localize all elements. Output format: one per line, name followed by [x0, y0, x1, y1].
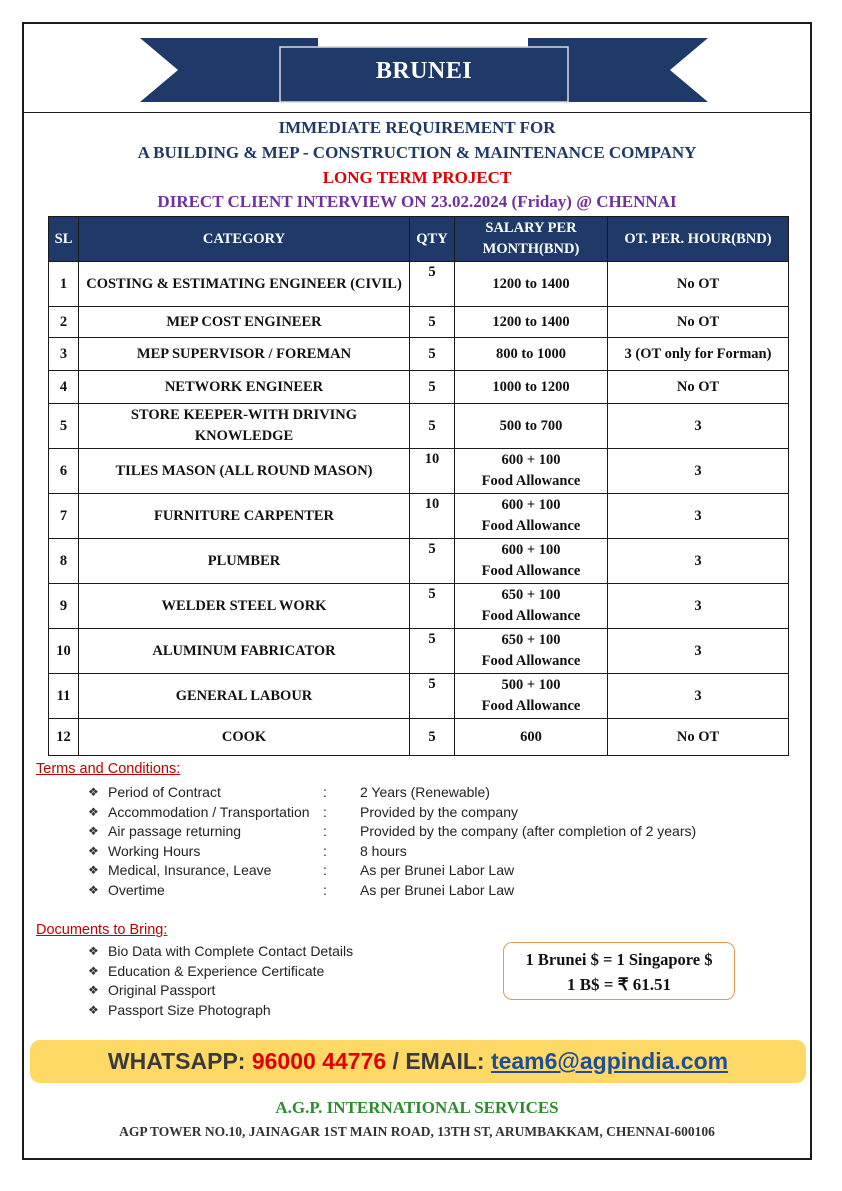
term-colon: :: [323, 803, 327, 820]
cell-salary: [455, 539, 608, 584]
table-row: [49, 584, 789, 629]
cell-salary: [455, 674, 608, 719]
cell-ot: 3: [608, 449, 789, 494]
cell-salary: [455, 449, 608, 494]
cell-qty: 5: [410, 629, 455, 674]
table-row: [49, 674, 789, 719]
email-label: EMAIL:: [405, 1048, 491, 1074]
header-qty: QTY: [410, 217, 455, 262]
cell-qty: 5: [410, 371, 455, 404]
salary-amount: 1200 to 1400: [492, 275, 570, 292]
salary-amount: 600 + 100: [501, 497, 561, 513]
diamond-bullet-icon: ❖: [88, 1002, 99, 1017]
term-value: Provided by the company (after completion of 2 years): [360, 823, 697, 840]
table-row: [49, 449, 789, 494]
cell-category: GENERAL LABOUR: [79, 674, 410, 719]
cell-ot: 3: [608, 674, 789, 719]
cell-category: ALUMINUM FABRICATOR: [79, 629, 410, 674]
heading-interview: DIRECT CLIENT INTERVIEW ON 23.02.2024 (Friday) @ CHENNAI: [157, 192, 677, 211]
cell-sl: 3: [49, 338, 79, 371]
banner-ribbon: [0, 0, 842, 112]
diamond-bullet-icon: ❖: [88, 863, 99, 878]
cell-salary: [455, 307, 608, 338]
cell-ot: 3: [608, 494, 789, 539]
cell-ot: No OT: [608, 307, 789, 338]
cell-category: COSTING & ESTIMATING ENGINEER (CIVIL): [79, 262, 410, 307]
heading-immediate-requirement: IMMEDIATE REQUIREMENT FOR: [278, 118, 556, 137]
cell-qty: 5: [410, 674, 455, 719]
salary-amount: 1200 to 1400: [492, 313, 570, 330]
term-label: Air passage returning: [108, 823, 242, 840]
term-colon: :: [323, 784, 327, 800]
table-header-row: [49, 217, 789, 262]
table-row: [49, 371, 789, 404]
cell-salary: [455, 404, 608, 449]
cell-salary: [455, 262, 608, 307]
whatsapp-number[interactable]: 96000 44776: [251, 1048, 387, 1074]
cell-category: WELDER STEEL WORK: [79, 584, 410, 629]
salary-amount: 500 to 700: [499, 417, 563, 434]
cell-qty: 5: [410, 539, 455, 584]
salary-amount: 650 + 100: [501, 632, 561, 648]
cell-qty: 5: [410, 404, 455, 449]
company-name: A.G.P. INTERNATIONAL SERVICES: [275, 1098, 559, 1117]
cell-category: MEP SUPERVISOR / FOREMAN: [79, 338, 410, 371]
cell-category: COOK: [79, 719, 410, 756]
cell-sl: 6: [49, 449, 79, 494]
cell-salary: [455, 719, 608, 756]
header-ot: OT. PER. HOUR(BND): [608, 217, 789, 262]
term-label: Accommodation / Transportation: [108, 803, 310, 820]
cell-salary: [455, 494, 608, 539]
heading-long-term: LONG TERM PROJECT: [322, 168, 512, 187]
term-value: As per Brunei Labor Law: [360, 862, 515, 879]
salary-note: Food Allowance: [481, 518, 581, 534]
term-colon: :: [323, 882, 327, 898]
table-row: [49, 494, 789, 539]
diamond-bullet-icon: ❖: [88, 983, 99, 998]
exchange-line-2: 1 B$ = ₹ 61.51: [566, 975, 672, 994]
header-divider: [22, 112, 812, 113]
document-item: Bio Data with Complete Contact Details: [108, 943, 354, 959]
salary-amount: 600: [520, 728, 542, 745]
cell-sl: 1: [49, 262, 79, 307]
email-link[interactable]: team6@agpindia.com: [490, 1048, 729, 1074]
salary-note: Food Allowance: [481, 653, 581, 669]
contact-band: [30, 1040, 806, 1083]
cell-qty: 5: [410, 307, 455, 338]
salary-note: Food Allowance: [481, 608, 581, 624]
cell-category: PLUMBER: [79, 539, 410, 584]
diamond-bullet-icon: ❖: [88, 804, 99, 819]
cell-sl: 9: [49, 584, 79, 629]
cell-ot: 3: [608, 584, 789, 629]
term-colon: :: [323, 862, 327, 879]
cell-salary: [455, 584, 608, 629]
document-item: Passport Size Photograph: [108, 1001, 271, 1018]
cell-sl: 4: [49, 371, 79, 404]
terms-title: Terms and Conditions:: [36, 761, 181, 777]
company-address: AGP TOWER NO.10, JAINAGAR 1ST MAIN ROAD, 13TH ST, ARUMBAKKAM, CHENNAI-600106: [119, 1124, 715, 1139]
term-colon: :: [323, 842, 327, 859]
diamond-bullet-icon: ❖: [88, 785, 99, 799]
cell-ot: 3 (OT only for Forman): [608, 338, 789, 371]
header-sl: SL: [49, 217, 79, 262]
exchange-rate-box: [503, 942, 735, 1000]
banner-title: BRUNEI: [375, 58, 473, 84]
diamond-bullet-icon: ❖: [88, 824, 99, 839]
table-row: [49, 404, 789, 449]
term-label: Working Hours: [108, 842, 201, 859]
cell-category: TILES MASON (ALL ROUND MASON): [79, 449, 410, 494]
heading-company-type: A BUILDING & MEP - CONSTRUCTION & MAINTENANCE COMPANY: [137, 143, 697, 162]
term-value: 2 Years (Renewable): [360, 784, 490, 800]
cell-category: NETWORK ENGINEER: [79, 371, 410, 404]
salary-amount: 1000 to 1200: [492, 378, 570, 395]
cell-sl: 12: [49, 719, 79, 756]
cell-qty: 10: [410, 449, 455, 494]
salary-amount: 600 + 100: [501, 542, 561, 558]
table-row: [49, 307, 789, 338]
term-value: 8 hours: [360, 842, 407, 859]
cell-sl: 8: [49, 539, 79, 584]
cell-qty: 5: [410, 262, 455, 307]
cell-ot: No OT: [608, 262, 789, 307]
table-row: [49, 629, 789, 674]
table-body: [49, 262, 789, 756]
document-item: Original Passport: [108, 982, 216, 999]
salary-note: Food Allowance: [481, 563, 581, 579]
table-row: [49, 338, 789, 371]
cell-ot: 3: [608, 539, 789, 584]
diamond-bullet-icon: ❖: [88, 843, 99, 858]
cell-ot: 3: [608, 629, 789, 674]
term-value: Provided by the company: [360, 803, 518, 820]
term-colon: :: [323, 823, 327, 840]
cell-ot: 3: [608, 404, 789, 449]
table-row: [49, 539, 789, 584]
term-label: Overtime: [108, 882, 165, 898]
term-label: Period of Contract: [108, 784, 221, 800]
term-value: As per Brunei Labor Law: [360, 882, 515, 898]
document-item: Education & Experience Certificate: [108, 962, 325, 979]
cell-sl: 5: [49, 404, 79, 449]
header-salary: SALARY PER MONTH(BND): [455, 217, 608, 262]
table-row: [49, 719, 789, 756]
cell-ot: No OT: [608, 719, 789, 756]
salary-amount: 650 + 100: [501, 587, 561, 603]
cell-salary: [455, 338, 608, 371]
salary-note: Food Allowance: [481, 698, 581, 714]
documents-title: Documents to Bring:: [36, 922, 168, 938]
salary-note: Food Allowance: [481, 473, 581, 489]
header-category: CATEGORY: [79, 217, 410, 262]
whatsapp-label: WHATSAPP:: [107, 1048, 252, 1074]
exchange-line-1: 1 Brunei $ = 1 Singapore $: [525, 950, 713, 969]
cell-category: STORE KEEPER-WITH DRIVING KNOWLEDGE: [79, 404, 410, 449]
term-label: Medical, Insurance, Leave: [108, 862, 272, 879]
cell-qty: 5: [410, 338, 455, 371]
salary-amount: 600 + 100: [501, 452, 561, 468]
cell-salary: [455, 629, 608, 674]
cell-category: MEP COST ENGINEER: [79, 307, 410, 338]
cell-sl: 7: [49, 494, 79, 539]
cell-qty: 5: [410, 719, 455, 756]
diamond-bullet-icon: ❖: [88, 963, 99, 978]
cell-sl: 2: [49, 307, 79, 338]
cell-category: FURNITURE CARPENTER: [79, 494, 410, 539]
diamond-bullet-icon: ❖: [88, 883, 99, 897]
cell-sl: 10: [49, 629, 79, 674]
salary-amount: 800 to 1000: [495, 345, 567, 362]
cell-sl: 11: [49, 674, 79, 719]
salary-amount: 500 + 100: [501, 677, 561, 693]
cell-ot: No OT: [608, 371, 789, 404]
jobs-table: [48, 216, 789, 756]
contact-separator: /: [386, 1048, 406, 1074]
cell-qty: 10: [410, 494, 455, 539]
cell-qty: 5: [410, 584, 455, 629]
table-row: [49, 262, 789, 307]
diamond-bullet-icon: ❖: [88, 944, 99, 958]
cell-salary: [455, 371, 608, 404]
